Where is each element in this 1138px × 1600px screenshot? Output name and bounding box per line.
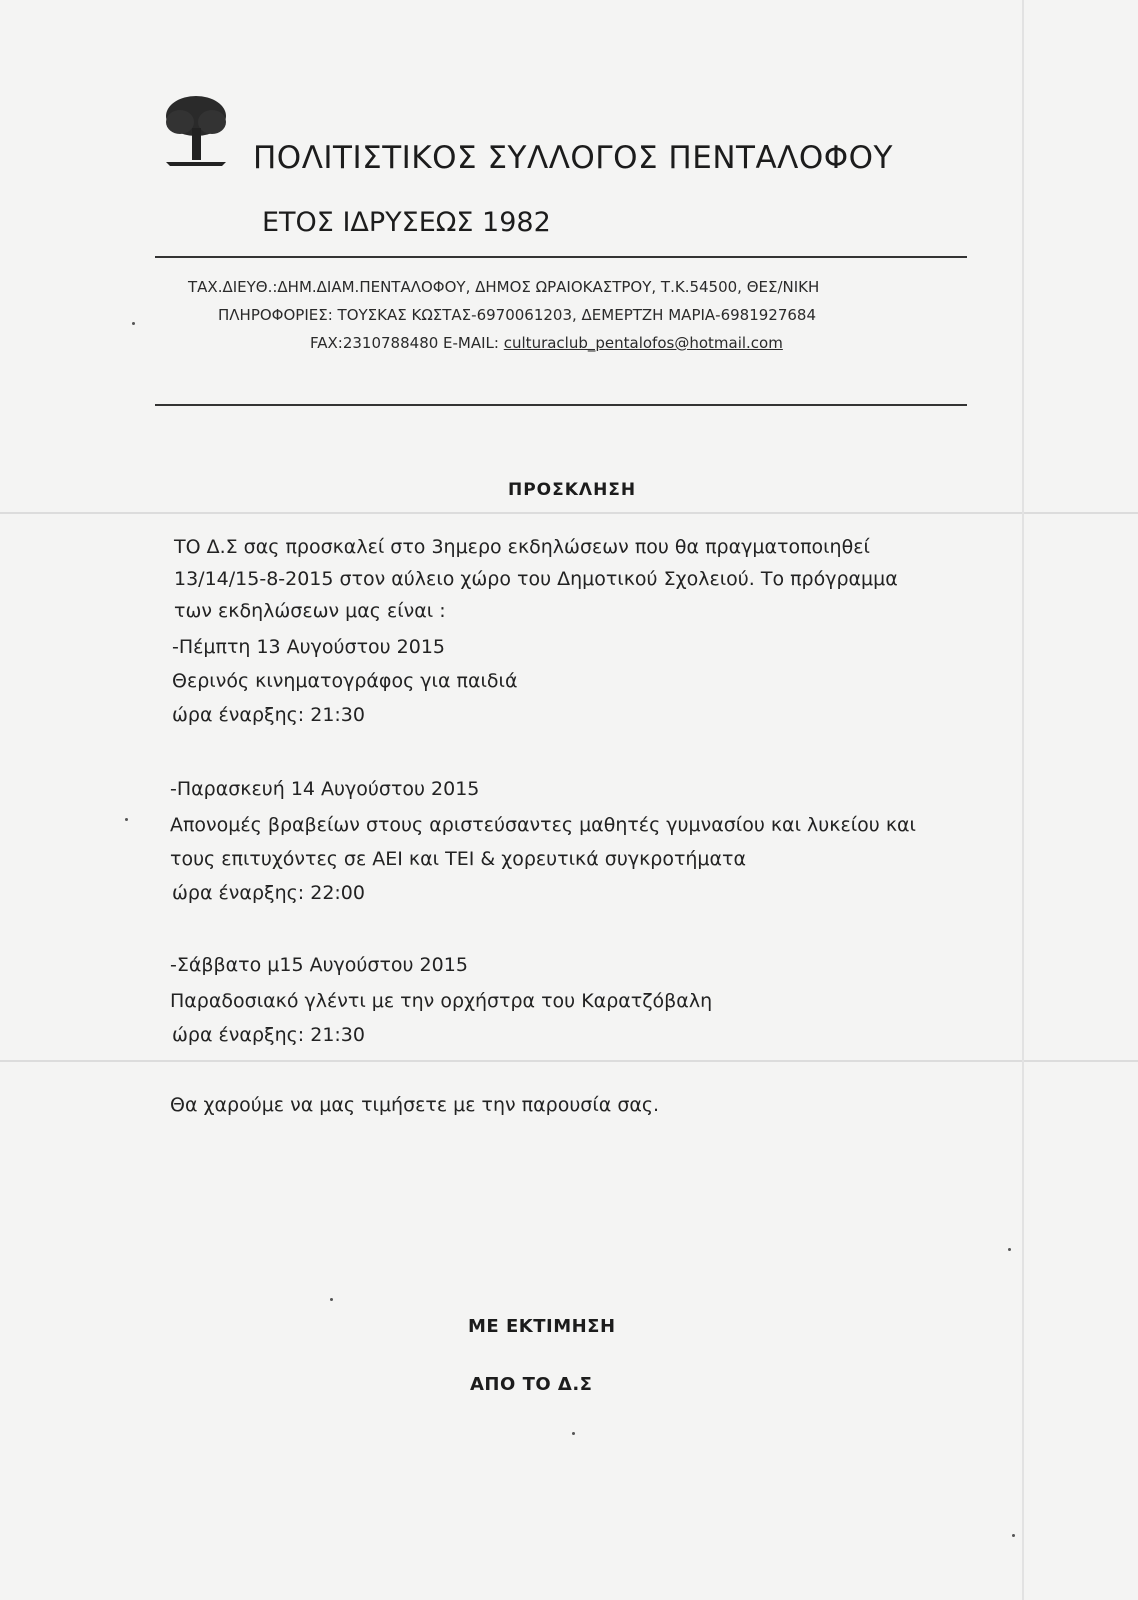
postal-address: ΤΑΧ.ΔΙΕΥΘ.:ΔΗΜ.ΔΙΑΜ.ΠΕΝΤΑΛΟΦΟΥ, ΔΗΜΟΣ ΩΡΑΙΟΚΑΣΤΡΟΥ, Τ.Κ.54500, ΘΕΣ/ΝΙΚΗ <box>188 278 820 296</box>
contact-info: ΠΛΗΡΟΦΟΡΙΕΣ: ΤΟΥΣΚΑΣ ΚΩΣΤΑΣ-6970061203, ΔΕΜΕΡΤΖΗ ΜΑΡΙΑ-6981927684 <box>218 306 817 324</box>
email-link[interactable]: culturaclub_pentalofos@hotmail.com <box>503 334 783 352</box>
event-time: ώρα έναρξης: 21:30 <box>172 704 365 726</box>
tree-icon <box>162 92 230 170</box>
event-description: Παραδοσιακό γλέντι με την ορχήστρα του Καρατζόβαλη <box>170 990 713 1012</box>
fax-email-line <box>310 334 783 352</box>
event-description: Απονομές βραβείων στους αριστεύσαντες μαθητές γυμνασίου και λυκείου και <box>170 814 916 836</box>
organization-title: ΠΟΛΙΤΙΣΤΙΚΟΣ ΣΥΛΛΟΓΟΣ ΠΕΝΤΑΛΟΦΟΥ <box>253 140 893 176</box>
closing-line: Θα χαρούμε να μας τιμήσετε με την παρουσία σας. <box>170 1094 660 1116</box>
founded-year: ΕΤΟΣ ΙΔΡΥΣΕΩΣ 1982 <box>262 207 551 238</box>
event-time: ώρα έναρξης: 22:00 <box>172 882 365 904</box>
event-date: -Σάββατο μ15 Αυγούστου 2015 <box>170 954 468 976</box>
signature-greeting: ΜΕ ΕΚΤΙΜΗΣΗ <box>468 1316 616 1337</box>
header-divider <box>155 256 967 258</box>
fax-label: FAX:2310788480 E-MAIL: <box>310 334 499 352</box>
event-date: -Πέμπτη 13 Αυγούστου 2015 <box>172 636 446 658</box>
intro-line: ΤΟ Δ.Σ σας προσκαλεί στο 3ημερο εκδηλώσεων που θα πραγματοποιηθεί <box>174 536 870 558</box>
intro-line: 13/14/15-8-2015 στον αύλειο χώρο του Δημοτικού Σχολειού. Το πρόγραμμα <box>174 568 898 590</box>
event-description: τους επιτυχόντες σε ΑΕΙ και ΤΕΙ & χορευτικά συγκροτήματα <box>170 848 747 870</box>
scan-speck <box>1012 1534 1015 1537</box>
intro-line: των εκδηλώσεων μας είναι : <box>174 600 446 622</box>
signature-from: ΑΠΟ ΤΟ Δ.Σ <box>470 1374 593 1395</box>
scan-speck <box>132 322 135 325</box>
event-time: ώρα έναρξης: 21:30 <box>172 1024 365 1046</box>
contact-divider <box>155 404 967 406</box>
scan-speck <box>1008 1248 1011 1251</box>
fold-line <box>1022 0 1024 1600</box>
scan-speck <box>125 818 128 821</box>
event-description: Θερινός κινηματογράφος για παιδιά <box>172 670 518 692</box>
invitation-heading: ΠΡΟΣΚΛΗΣΗ <box>508 480 637 500</box>
event-date: -Παρασκευή 14 Αυγούστου 2015 <box>170 778 480 800</box>
fold-line <box>0 512 1138 514</box>
fold-line <box>0 1060 1138 1062</box>
scan-speck <box>330 1298 333 1301</box>
scan-speck <box>572 1432 575 1435</box>
